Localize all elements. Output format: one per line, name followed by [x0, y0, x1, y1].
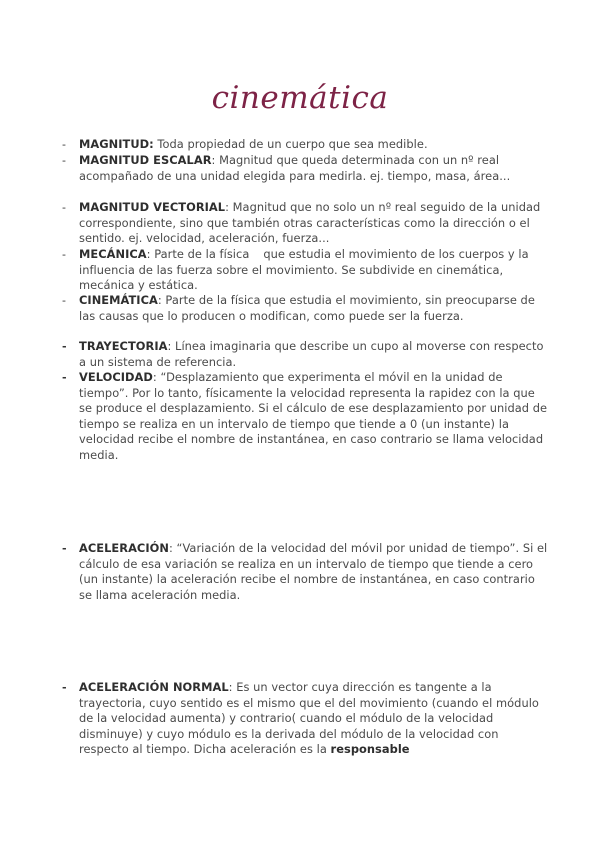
list-marker: - [62, 294, 66, 307]
definition-magnitud-escalar: : Magnitud que queda determinada con un nº real acompañado de una unidad elegida para medirla. ej. tiempo, masa, área... [79, 153, 511, 183]
list-item-trayectoria [62, 339, 548, 370]
term-velocidad: VELOCIDAD [79, 370, 153, 384]
term-cinematica: CINEMÁTICA [79, 293, 158, 307]
list-item-magnitud-escalar [62, 153, 548, 184]
list-marker: - [62, 340, 67, 353]
definition-aceleracion: : “Variación de la velocidad del móvil por unidad de tiempo”. Si el cálculo de esa variación se realiza en un intervalo de tiempo que tiende a cero (un instante) la aceleración recibe el nombre de instantánea, en caso contrario se llama aceleración media. [79, 541, 548, 602]
definition-velocidad: : “Desplazamiento que experimenta el móvil en la unidad de tiempo”. Por lo tanto, físicamente la velocidad representa la rapidez con la que se produce el desplazamiento. Si el cálculo de ese desplazamiento por unidad de tiempo se realiza en un intervalo de tiempo que tiende a 0 (un instante) la velocidad recibe el nombre de instantánea, en caso contrario se llama velocidad media. [79, 370, 548, 462]
term-aceleracion-normal: ACELERACIÓN NORMAL [79, 680, 229, 694]
definition-mecanica-part-2: que estudia el movimiento de los cuerpos y la influencia de las fuerza sobre el movimiento. Se subdivide en cinemática, mecánica y estática. [79, 247, 529, 293]
definition-magnitud: Toda propiedad de un cuerpo que sea medible. [153, 137, 428, 151]
list-marker: - [62, 248, 66, 261]
list-item-mecanica [62, 247, 548, 294]
list-item-magnitud-vectorial [62, 200, 548, 247]
term-aceleracion: ACELERACIÓN [79, 541, 169, 555]
term-magnitud: MAGNITUD: [79, 137, 154, 151]
list-item-velocidad [62, 370, 548, 464]
term-magnitud-vectorial: MAGNITUD VECTORIAL [79, 200, 226, 214]
list-item-cinematica [62, 293, 548, 324]
term-magnitud-escalar: MAGNITUD ESCALAR [79, 153, 212, 167]
term-mecanica: MECÁNICA [79, 247, 147, 261]
list-marker: - [62, 371, 67, 384]
list-marker: - [62, 681, 67, 694]
list-item-magnitud [62, 137, 548, 153]
list-marker: - [62, 138, 66, 151]
list-marker: - [62, 542, 67, 555]
list-marker: - [62, 154, 66, 167]
definition-aceleracion-normal: : Es un vector cuya dirección es tangente a la trayectoria, cuyo sentido es el mismo que el del movimiento (cuando el módulo de la velocidad aumenta) y contrario( cuando el módulo de la velocidad disminuye) y cuyo módulo es la derivada del módulo de la velocidad con respecto al tiempo. Dicha aceleración es la [79, 680, 539, 757]
list-marker: - [62, 201, 66, 214]
page-title: cinemática [211, 80, 389, 116]
term-trayectoria: TRAYECTORIA [79, 339, 168, 353]
definition-mecanica-part-1: : Parte de la física [146, 247, 250, 261]
list-item-aceleracion [62, 541, 548, 603]
list-item-aceleracion-normal [62, 680, 548, 758]
definition-cinematica: : Parte de la física que estudia el movimiento, sin preocuparse de las causas que lo producen o modifican, como puede ser la fuerza. [79, 293, 535, 323]
definition-trayectoria: : Línea imaginaria que describe un cupo al moverse con respecto a un sistema de referencia. [79, 339, 544, 369]
definition-magnitud-vectorial: : Magnitud que no solo un nº real seguido de la unidad correspondiente, sino que también otras características como la dirección o el sentido. ej. velocidad, aceleración, fuerza... [79, 200, 541, 246]
definition-aceleracion-normal-bold-end: responsable [330, 742, 410, 757]
